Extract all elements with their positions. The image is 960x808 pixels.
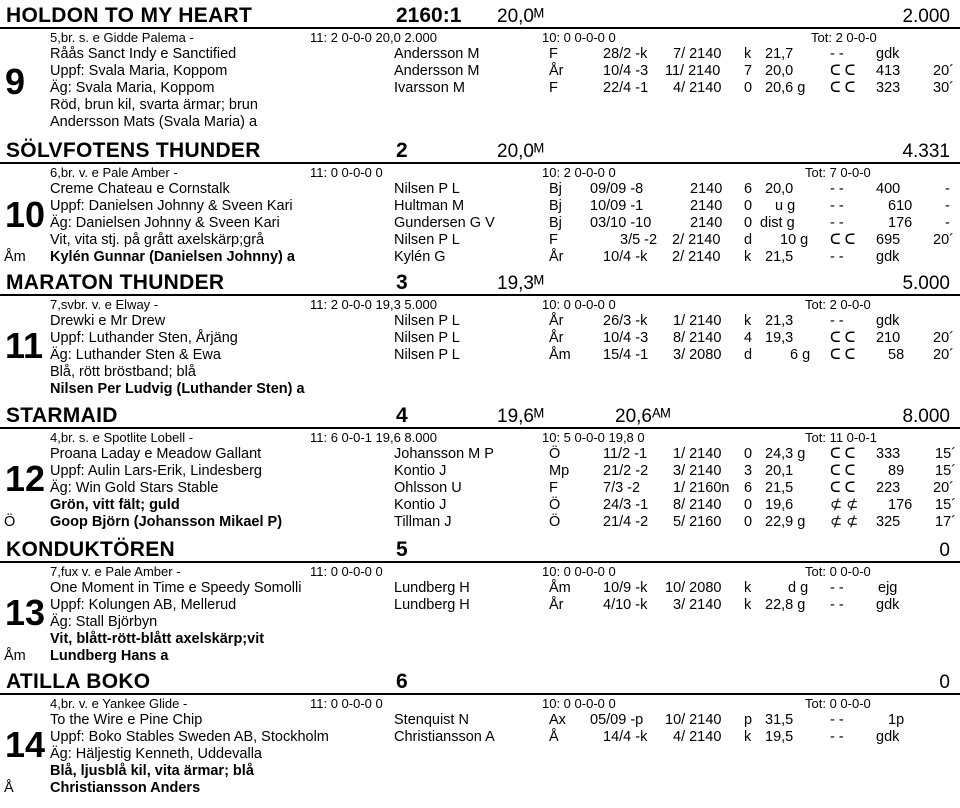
trainer-text: Christiansson Anders [50, 780, 201, 796]
driver: Nilsen P L [394, 313, 460, 329]
driver: Andersson M [394, 63, 480, 79]
km-time: 6 g [790, 347, 811, 363]
km-time: 20,0 [765, 181, 794, 197]
race-date: 28/2 -k [603, 46, 648, 62]
race-date: 09/09 -8 [590, 181, 644, 197]
driver: Ivarsson M [394, 80, 465, 96]
record-time: 20,0ᴹ [497, 6, 544, 27]
prize: - [945, 181, 950, 197]
shoes: - - [830, 580, 844, 596]
driver: Stenquist N [394, 712, 469, 728]
trainer-mark: Å [4, 780, 14, 796]
horse-header [0, 4, 960, 29]
placement: k [744, 597, 752, 613]
prize-money: 0 [939, 672, 950, 693]
trainer-text: Andersson Mats (Svala Maria) a [50, 114, 258, 130]
race-text: Goop Björn (Johansson Mikael P) [50, 514, 283, 530]
stats-total: Tot: 0 0-0-0 [805, 564, 871, 579]
driver: Johansson M P [394, 446, 494, 462]
shoes: ᑕ ᑕ [830, 463, 856, 479]
placement: 4 [744, 330, 753, 346]
race-date: 22/4 -1 [603, 80, 649, 96]
km-time: u g [775, 198, 796, 214]
horse-header [0, 538, 960, 563]
km-time: 22,9 g [765, 514, 806, 530]
track: År [549, 313, 564, 329]
prize-money: 5.000 [902, 273, 950, 294]
placement: k [744, 580, 752, 596]
stats-2010: 10: 0 0-0-0 0 [542, 297, 616, 312]
race-date: 05/09 -p [590, 712, 644, 728]
shoes: - - [830, 181, 844, 197]
driver: Andersson M [394, 46, 480, 62]
track: Ö [549, 446, 561, 462]
race-text: Äg: Danielsen Johnny & Sveen Kari [50, 215, 280, 231]
race-text: Uppf: Luthander Sten, Årjäng [50, 330, 238, 346]
trainer-text: Nilsen Per Ludvig (Luthander Sten) a [50, 381, 305, 397]
race-text: Kylén Gunnar (Danielsen Johnny) a [50, 249, 295, 265]
horse-entry-12 [0, 404, 960, 531]
placement: d [744, 232, 753, 248]
driver: Tillman J [394, 514, 452, 530]
race-date: 3/5 -2 [620, 232, 658, 248]
placement: k [744, 729, 752, 745]
race-text: Äg: Stall Björbyn [50, 614, 158, 630]
start-number: 14 [5, 724, 46, 765]
placement: 7 [744, 63, 753, 79]
shoes: ᑕ ᑕ [830, 330, 856, 346]
race-distance: 11/ 2140 [665, 63, 721, 79]
placement: 0 [744, 514, 753, 530]
stats-2011: 11: 2 0-0-0 20,0 2.000 [310, 30, 437, 45]
race-distance: 7/ 2140 [673, 46, 722, 62]
breeding-info: 4,br. s. e Spotlite Lobell - [50, 430, 194, 445]
odds: 223 [876, 480, 901, 496]
race-text: Uppf: Danielsen Johnny & Sveen Kari [50, 198, 293, 214]
race-distance: 2140 [690, 215, 723, 231]
placement: 0 [744, 497, 753, 513]
odds: 58 [888, 347, 905, 363]
colors-text: Vit, blått-rött-blått axelskärp;vit [50, 631, 265, 647]
prize-money: 4.331 [902, 141, 950, 162]
race-distance: 2140 [690, 181, 723, 197]
race-date: 10/09 -1 [590, 198, 644, 214]
start-number: 10 [5, 194, 46, 235]
odds: 89 [888, 463, 905, 479]
stats-2011: 11: 6 0-0-1 19,6 8.000 [310, 430, 437, 445]
shoes: ᑕ ᑕ [830, 446, 856, 462]
horse-name[interactable]: HOLDON TO MY HEART [6, 4, 253, 27]
stats-2011: 11: 2 0-0-0 19,3 5.000 [310, 297, 437, 312]
silk-colors [0, 97, 960, 114]
race-distance: 3/ 2080 [673, 347, 722, 363]
odds: gdk [876, 597, 900, 613]
race-distance: 2/ 2140 [672, 249, 721, 265]
prize-money: 8.000 [902, 406, 950, 427]
race-text: Äg: Win Gold Stars Stable [50, 480, 219, 496]
km-time: 21,5 [765, 480, 794, 496]
km-time: 20,6 g [765, 80, 806, 96]
prize-money: 0 [939, 540, 950, 561]
stats-2010: 10: 5 0-0-0 19,8 0 [542, 430, 645, 445]
driver: Hultman M [394, 198, 465, 214]
prize: - [945, 198, 950, 214]
race-text: Uppf: Svala Maria, Koppom [50, 63, 228, 79]
race-date: 21/2 -2 [603, 463, 649, 479]
stats-2010: 10: 2 0-0-0 0 [542, 165, 616, 180]
track: Å [549, 729, 559, 745]
race-distance: 10/ 2140 [665, 712, 722, 728]
shoes: ⊄ ⊄ [830, 514, 859, 530]
race-text: Uppf: Boko Stables Sweden AB, Stockholm [50, 729, 329, 745]
race-text: Creme Chateau e Cornstalk [50, 181, 230, 197]
odds: 1p [888, 712, 905, 728]
shoes: ᑕ ᑕ [830, 347, 856, 363]
race-distance: 8/ 2140 [673, 330, 722, 346]
start-number: 13 [5, 592, 46, 633]
prize: - [945, 215, 950, 231]
km-time: 19,3 [765, 330, 794, 346]
prize: 20´ [933, 232, 954, 248]
race-distance: 2140 [690, 198, 723, 214]
km-time: 19,6 [765, 497, 794, 513]
odds: 333 [876, 446, 901, 462]
horse-entry-9 [0, 4, 960, 131]
horse-name[interactable]: ATILLA BOKO [6, 670, 151, 693]
odds: gdk [876, 46, 900, 62]
stats-2010: 10: 0 0-0-0 0 [542, 30, 616, 45]
horse-name[interactable]: SÖLVFOTENS THUNDER [6, 139, 261, 162]
race-text: Äg: Häljestig Kenneth, Uddevalla [50, 746, 262, 762]
race-distance: 3/ 2140 [673, 463, 722, 479]
odds: gdk [876, 249, 900, 265]
prize: 15´ [935, 497, 956, 513]
driver: Gundersen G V [394, 215, 495, 231]
odds: gdk [876, 729, 900, 745]
shoes: - - [830, 215, 844, 231]
driver: Lundberg H [394, 580, 470, 596]
breeding-info: 7,svbr. v. e Elway - [50, 297, 159, 312]
shoes: - - [830, 597, 844, 613]
stats-total: Tot: 11 0-0-1 [805, 430, 878, 445]
track: F [549, 46, 558, 62]
stats-total: Tot: 0 0-0-0 [805, 696, 871, 711]
record-time: 20,0ᴹ [497, 141, 544, 162]
km-time: 31,5 [765, 712, 794, 728]
horse-name[interactable]: MARATON THUNDER [6, 271, 225, 294]
record-time: 19,3ᴹ [497, 273, 544, 294]
race-distance: 1/ 2140 [673, 446, 722, 462]
track: År [549, 249, 564, 265]
track: Ax [549, 712, 566, 728]
race-text: Råås Sanct Indy e Sanctified [50, 46, 237, 62]
driver: Kylén G [394, 249, 446, 265]
record-time: 19,6ᴹ [497, 406, 544, 427]
odds: 695 [876, 232, 901, 248]
horse-entry-10 [0, 139, 960, 266]
start-distance: 3 [396, 271, 408, 294]
track: Bj [549, 181, 562, 197]
shoes: - - [830, 313, 844, 329]
shoes: - - [830, 712, 844, 728]
track: Bj [549, 215, 562, 231]
driver: Nilsen P L [394, 232, 460, 248]
horse-entry-11 [0, 271, 960, 398]
race-distance: 2/ 2140 [672, 232, 721, 248]
km-time: dist g [760, 215, 795, 231]
km-time: 20,0 [765, 63, 794, 79]
trainer-text: Lundberg Hans a [50, 648, 169, 664]
breeding-info: 6,br. v. e Pale Amber - [50, 165, 178, 180]
stats-total: Tot: 2 0-0-0 [805, 297, 871, 312]
race-text: Vit, vita stj. på grått axelskärp;grå [50, 232, 265, 248]
race-date: 11/2 -1 [603, 446, 648, 462]
prize: 20´ [933, 63, 954, 79]
km-time: 22,8 g [765, 597, 806, 613]
start-distance: 6 [396, 670, 408, 693]
driver: Kontio J [394, 497, 447, 513]
km-time: 21,3 [765, 313, 794, 329]
race-text: Uppf: Aulin Lars-Erik, Lindesberg [50, 463, 262, 479]
stats-2011: 11: 0 0-0-0 0 [310, 165, 383, 180]
race-date: 14/4 -k [603, 729, 648, 745]
race-distance: 4/ 2140 [673, 80, 722, 96]
prize-money: 2.000 [902, 6, 950, 27]
odds: gdk [876, 313, 900, 329]
track: F [549, 80, 558, 96]
race-distance: 1/ 2140 [673, 313, 722, 329]
trainer-mark: Åm [4, 648, 26, 664]
shoes: - - [830, 729, 844, 745]
race-date: 26/3 -k [603, 313, 648, 329]
odds: 210 [876, 330, 901, 346]
track: F [549, 232, 558, 248]
horse-header [0, 139, 960, 164]
track: Åm [549, 347, 571, 363]
start-distance: 5 [396, 538, 408, 561]
driver: Kontio J [394, 463, 447, 479]
track: Ö [549, 514, 561, 530]
stats-2010: 10: 0 0-0-0 0 [542, 696, 616, 711]
track: F [549, 480, 558, 496]
track: År [549, 597, 564, 613]
km-time: d g [788, 580, 809, 596]
track: Bj [549, 198, 562, 214]
placement: d [744, 347, 753, 363]
prize: 20´ [933, 330, 954, 346]
race-text: One Moment in Time e Speedy Somolli [50, 580, 302, 596]
colors-text: Blå, ljusblå kil, vita ärmar; blå [50, 763, 254, 779]
stats-row [0, 29, 960, 46]
race-date: 15/4 -1 [603, 347, 649, 363]
race-row [0, 80, 960, 97]
placement: 0 [744, 215, 753, 231]
start-number: 12 [5, 458, 46, 499]
race-date: 10/4 -3 [603, 63, 649, 79]
prize: 17´ [935, 514, 956, 530]
track: Ö [549, 497, 561, 513]
odds: 176 [888, 497, 913, 513]
breeding-info: 5,br. s. e Gidde Palema - [50, 30, 194, 45]
race-text: Uppf: Kolungen AB, Mellerud [50, 597, 237, 613]
shoes: - - [830, 198, 844, 214]
race-text: Proana Laday e Meadow Gallant [50, 446, 262, 462]
driver: Nilsen P L [394, 347, 460, 363]
placement: p [744, 712, 753, 728]
stats-2010: 10: 0 0-0-0 0 [542, 564, 616, 579]
odds: 176 [888, 215, 913, 231]
race-text: Drewki e Mr Drew [50, 313, 166, 329]
trainer-mark: Åm [4, 249, 26, 265]
record-time-auto: 20,6ᴬᴹ [615, 406, 671, 427]
breeding-info: 4,br. v. e Yankee Glide - [50, 696, 188, 711]
race-text: Äg: Svala Maria, Koppom [50, 80, 215, 96]
trainer-row [0, 114, 960, 131]
placement: k [744, 313, 752, 329]
race-date: 7/3 -2 [603, 480, 641, 496]
breeding-info: 7,fux v. e Pale Amber - [50, 564, 181, 579]
odds: 400 [876, 181, 901, 197]
horse-header [0, 670, 960, 695]
driver: Nilsen P L [394, 181, 460, 197]
placement: 0 [744, 198, 753, 214]
start-number: 9 [5, 61, 26, 102]
start-distance: 2 [396, 139, 408, 162]
odds: 413 [876, 63, 901, 79]
race-text: To the Wire e Pine Chip [50, 712, 203, 728]
race-text: Grön, vitt fält; guld [50, 497, 180, 513]
shoes: ᑕ ᑕ [830, 80, 856, 96]
driver: Ohlsson U [394, 480, 462, 496]
prize: 20´ [933, 347, 954, 363]
horse-name[interactable]: KONDUKTÖREN [6, 538, 175, 561]
shoes: ᑕ ᑕ [830, 63, 856, 79]
odds: ejg [878, 580, 898, 596]
shoes: ⊄ ⊄ [830, 497, 859, 513]
prize: 20´ [933, 480, 954, 496]
km-time: 24,3 g [765, 446, 806, 462]
race-date: 4/10 -k [603, 597, 648, 613]
odds: 325 [876, 514, 901, 530]
shoes: - - [830, 46, 844, 62]
placement: 0 [744, 80, 753, 96]
race-text: Äg: Luthander Sten & Ewa [50, 347, 221, 363]
stats-total: Tot: 2 0-0-0 [811, 30, 877, 45]
race-distance: 4/ 2140 [673, 729, 722, 745]
shoes: ᑕ ᑕ [830, 232, 856, 248]
trainer-mark: Ö [4, 514, 16, 530]
horse-header [0, 404, 960, 429]
colors-text: Röd, brun kil, svarta ärmar; brun [50, 97, 258, 113]
shoes: - - [830, 249, 844, 265]
track: År [549, 63, 564, 79]
track: År [549, 330, 564, 346]
km-time: 20,1 [765, 463, 794, 479]
stats-row [0, 164, 960, 181]
race-date: 10/4 -k [603, 249, 648, 265]
stats-2011: 11: 0 0-0-0 0 [310, 564, 383, 579]
start-distance: 2160:1 [396, 4, 462, 27]
km-time: 21,7 [765, 46, 794, 62]
placement: k [744, 46, 752, 62]
placement: 0 [744, 446, 753, 462]
placement: k [744, 249, 752, 265]
race-distance: 5/ 2160 [673, 514, 722, 530]
start-number: 11 [5, 325, 44, 366]
odds: 610 [888, 198, 913, 214]
km-time: 19,5 [765, 729, 794, 745]
race-distance: 8/ 2140 [673, 497, 722, 513]
prize: 15´ [935, 463, 956, 479]
placement: 6 [744, 181, 753, 197]
track: Åm [549, 580, 571, 596]
race-row [0, 63, 960, 80]
placement: 3 [744, 463, 753, 479]
stats-total: Tot: 7 0-0-0 [805, 165, 871, 180]
colors-text: Blå, rött bröstband; blå [50, 364, 196, 380]
race-distance: 3/ 2140 [673, 597, 722, 613]
horse-entry-13 [0, 538, 960, 665]
race-date: 10/9 -k [603, 580, 648, 596]
prize: 15´ [935, 446, 956, 462]
stats-2011: 11: 0 0-0-0 0 [310, 696, 383, 711]
odds: 323 [876, 80, 901, 96]
race-date: 24/3 -1 [603, 497, 649, 513]
horse-entry-14 [0, 670, 960, 797]
track: Mp [549, 463, 570, 479]
prize: 30´ [933, 80, 954, 96]
race-date: 21/4 -2 [603, 514, 649, 530]
race-date: 10/4 -3 [603, 330, 649, 346]
race-date: 03/10 -10 [590, 215, 652, 231]
horse-name[interactable]: STARMAID [6, 404, 118, 427]
driver: Nilsen P L [394, 330, 460, 346]
horse-header [0, 271, 960, 296]
km-time: 10 g [780, 232, 809, 248]
start-distance: 4 [396, 404, 408, 427]
driver: Christiansson A [394, 729, 495, 745]
driver: Lundberg H [394, 597, 470, 613]
km-time: 21,5 [765, 249, 794, 265]
race-distance: 10/ 2080 [665, 580, 722, 596]
shoes: ᑕ ᑕ [830, 480, 856, 496]
placement: 6 [744, 480, 753, 496]
race-row [0, 46, 960, 63]
race-distance: 1/ 2160n [673, 480, 730, 496]
